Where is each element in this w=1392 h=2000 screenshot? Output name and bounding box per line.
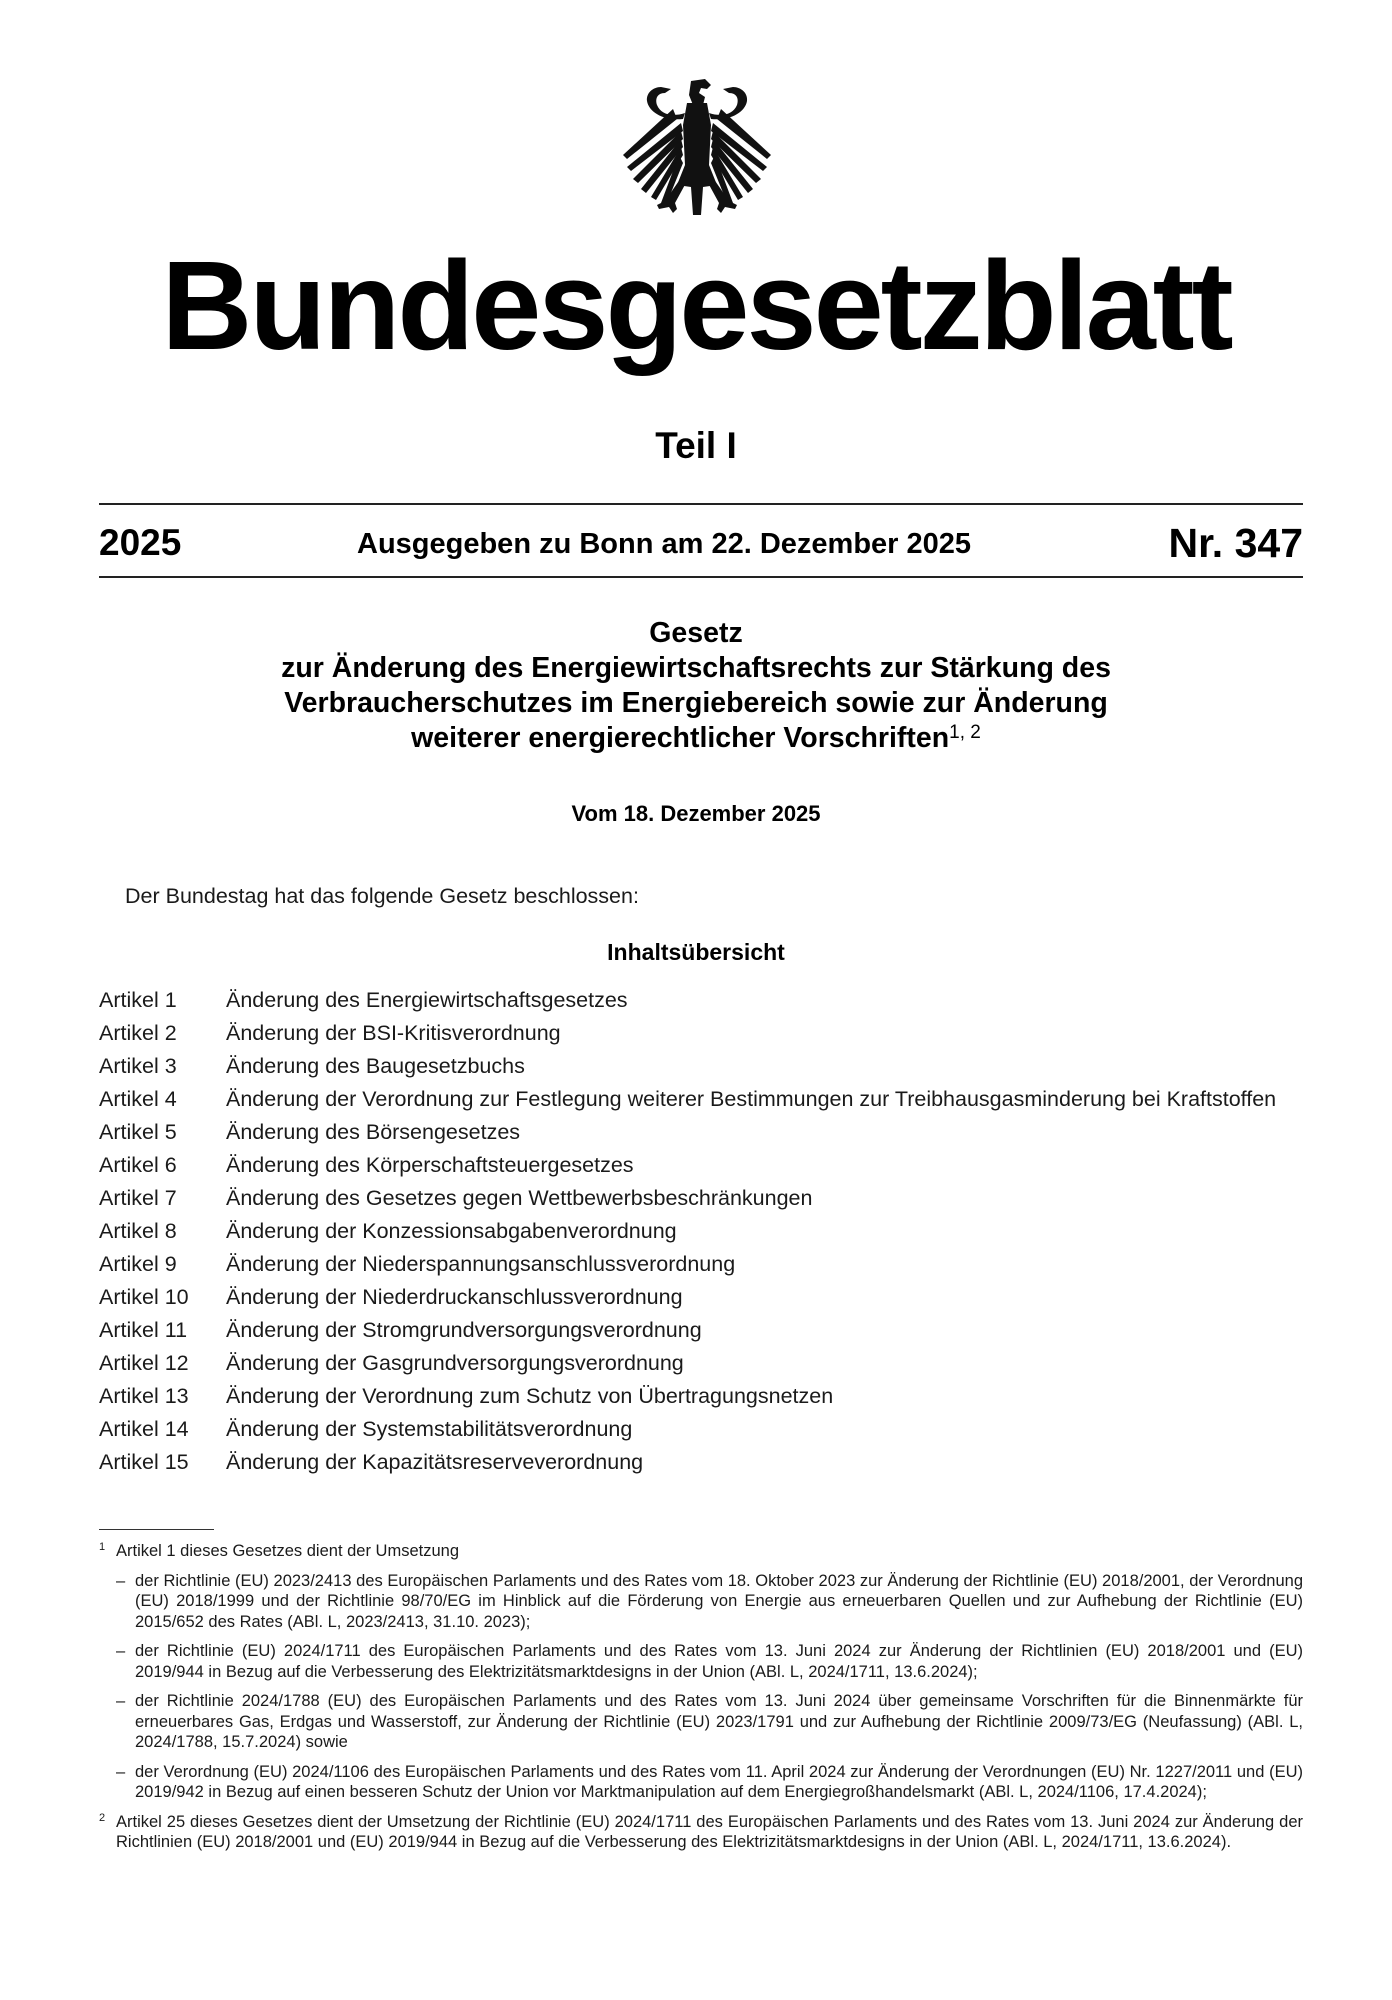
toc-item[interactable] — [99, 1417, 1303, 1442]
footnote-intro: Artikel 1 dieses Gesetzes dient der Umsetzung — [116, 1542, 459, 1560]
footnote-mark: 1 — [99, 1541, 106, 1553]
footnote-list — [116, 1571, 1303, 1803]
toc-item-number: Artikel 15 — [99, 1450, 189, 1474]
toc-item-number: Artikel 1 — [99, 988, 177, 1012]
law-title-line — [150, 721, 1242, 756]
toc-item-title: Änderung der Systemstabilitätsverordnung — [226, 1417, 633, 1441]
toc-item-number: Artikel 13 — [99, 1384, 189, 1408]
masthead-part: Teil I — [655, 425, 737, 466]
footnote-list-item — [116, 1641, 1303, 1682]
footnote-list-item-text: der Verordnung (EU) 2024/1106 des Europäischen Parlaments und des Rates vom 11. April 2024 zur Änderung der Verordnungen (EU) Nr. 1227/2011 und (EU) 2019/942 in Bezug auf einen besseren Schutz der Union vor Marktmanipulation auf dem Energiegroßhandelsmarkt (ABl. L, 2024/1106, 17.4.2024); — [135, 1762, 1303, 1801]
toc-item[interactable] — [99, 1252, 1303, 1277]
toc-item-title: Änderung der Gasgrundversorgungsverordnung — [226, 1351, 684, 1375]
footnote-list-item-text: der Richtlinie (EU) 2023/2413 des Europäischen Parlaments und des Rates vom 18. Oktober 2023 zur Änderung der Richtlinie (EU) 2018/2001, der Verordnung (EU) 2018/1999 und der Richtlinie 98/70/EG im Hinblick auf die Förderung von Energie aus erneuerbaren Quellen und zur Aufhebung der Richtlinie (EU) 2015/652 des Rates (ABl. L, 2023/2413, 31.10. 2023); — [135, 1571, 1303, 1631]
toc-item-title: Änderung des Körperschaftsteuergesetzes — [226, 1153, 634, 1177]
toc-item-title: Änderung der Niederspannungsanschlussverordnung — [226, 1252, 736, 1276]
footnotes — [99, 1541, 1303, 1862]
footnote-list-item-text: der Richtlinie 2024/1788 (EU) des Europäischen Parlaments und des Rates vom 13. Juni 2024 über gemeinsame Vorschriften für die Binnenmärkte für erneuerbares Gas, Erdgas und Wasserstoff, zur Änderung der Richtlinie (EU) 2023/1791 und zur Aufhebung der Richtlinie 2009/73/EG (Neufassung) (ABl. L, 2024/1788, 15.7.2024) sowie — [135, 1692, 1303, 1751]
toc-item[interactable] — [99, 1120, 1303, 1145]
toc-item[interactable] — [99, 1021, 1303, 1046]
law-title-line: Verbraucherschutzes im Energiebereich sowie zur Änderung — [284, 687, 1108, 719]
toc-item-title: Änderung des Baugesetzbuchs — [226, 1054, 525, 1078]
footnote-ref[interactable]: 1, 2 — [949, 722, 981, 743]
preamble: Der Bundestag hat das folgende Gesetz beschlossen: — [125, 884, 639, 908]
footnote-1 — [99, 1541, 1303, 1803]
toc-item-title: Änderung der BSI-Kritisverordnung — [226, 1021, 561, 1045]
table-of-contents — [99, 988, 1303, 1483]
toc-item[interactable] — [99, 1186, 1303, 1211]
header-rule-bottom — [99, 576, 1303, 578]
toc-item[interactable] — [99, 1219, 1303, 1244]
footnote-2 — [99, 1812, 1303, 1853]
dash-bullet: – — [116, 1642, 126, 1660]
toc-item[interactable] — [99, 1285, 1303, 1310]
toc-item-title: Änderung des Gesetzes gegen Wettbewerbsbeschränkungen — [226, 1186, 813, 1210]
toc-item-number: Artikel 2 — [99, 1021, 177, 1045]
toc-item-number: Artikel 4 — [99, 1087, 177, 1111]
toc-item-number: Artikel 14 — [99, 1417, 189, 1441]
issue-year: 2025 — [99, 522, 182, 563]
toc-item-title: Änderung des Energiewirtschaftsgesetzes — [226, 988, 628, 1012]
header-rule-top — [99, 503, 1303, 505]
footnote-separator — [99, 1529, 214, 1530]
issue-number: Nr. 347 — [1168, 520, 1303, 566]
footnote-list-item — [116, 1691, 1303, 1753]
toc-item-number: Artikel 11 — [99, 1318, 188, 1342]
footnote-list-item — [116, 1571, 1303, 1633]
toc-item-number: Artikel 9 — [99, 1252, 177, 1276]
toc-item-number: Artikel 8 — [99, 1219, 177, 1243]
toc-item[interactable] — [99, 988, 1303, 1013]
toc-item-number: Artikel 12 — [99, 1351, 189, 1375]
toc-item-number: Artikel 10 — [99, 1285, 189, 1309]
footnote-mark: 2 — [99, 1811, 106, 1824]
dash-bullet: – — [116, 1571, 126, 1590]
toc-item-title: Änderung der Verordnung zum Schutz von Übertragungsnetzen — [226, 1384, 834, 1408]
toc-item-number: Artikel 6 — [99, 1153, 177, 1177]
toc-item[interactable] — [99, 1054, 1303, 1079]
toc-item-title: Änderung der Konzessionsabgabenverordnung — [226, 1219, 677, 1243]
toc-item-title: Änderung des Börsengesetzes — [226, 1120, 521, 1144]
toc-item[interactable] — [99, 1450, 1303, 1475]
toc-heading — [0, 939, 1392, 966]
issue-row — [99, 518, 1303, 568]
dash-bullet: – — [116, 1762, 126, 1781]
toc-item[interactable] — [99, 1087, 1303, 1112]
footnote-list-item — [116, 1762, 1303, 1803]
toc-item-number: Artikel 3 — [99, 1054, 177, 1078]
toc-item[interactable] — [99, 1384, 1303, 1409]
toc-item-title: Änderung der Kapazitätsreserveverordnung — [226, 1450, 644, 1474]
law-title-line: zur Änderung des Energiewirtschaftsrechts zur Stärkung des — [281, 652, 1111, 684]
toc-item-number: Artikel 7 — [99, 1186, 177, 1210]
law-title-line-text: weiterer energierechtlicher Vorschriften — [411, 722, 950, 754]
law-title — [150, 616, 1242, 756]
masthead-title: Bundesgesetzblatt — [161, 235, 1231, 376]
footnote-text: Artikel 25 dieses Gesetzes dient der Umsetzung der Richtlinie (EU) 2024/1711 des Europäischen Parlaments und des Rates vom 13. Juni 2024 zur Änderung der Richtlinien (EU) 2018/2001 und (EU) 2019/944 in Bezug auf die Verbesserung des Elektrizitätsmarktdesigns in der Union (ABl. L, 2024/1711, 13.6.2024). — [116, 1812, 1303, 1851]
issue-date: Ausgegeben zu Bonn am 22. Dezember 2025 — [357, 528, 972, 560]
law-title-line: Gesetz — [649, 617, 743, 649]
toc-item-number: Artikel 5 — [99, 1120, 177, 1144]
toc-item[interactable] — [99, 1318, 1303, 1343]
federal-eagle-icon — [613, 75, 781, 227]
toc-item[interactable] — [99, 1351, 1303, 1376]
footnote-list-item-text: der Richtlinie (EU) 2024/1711 des Europäischen Parlaments und des Rates vom 13. Juni 2024 zur Änderung der Richtlinien (EU) 2018/2001 und (EU) 2019/944 in Bezug auf die Verbesserung des Elektrizitätsmarktdesigns in der Union (ABl. L, 2024/1711, 13.6.2024); — [135, 1642, 1303, 1681]
toc-item-title: Änderung der Verordnung zur Festlegung weiterer Bestimmungen zur Treibhausgasminderung bei Kraftstoffen — [226, 1087, 1277, 1111]
toc-item-title: Änderung der Niederdruckanschlussverordnung — [226, 1285, 683, 1309]
toc-item-title: Änderung der Stromgrundversorgungsverordnung — [226, 1318, 702, 1342]
toc-heading-text: Inhaltsübersicht — [607, 939, 785, 965]
dash-bullet: – — [116, 1692, 126, 1710]
law-date: Vom 18. Dezember 2025 — [571, 801, 821, 826]
toc-item[interactable] — [99, 1153, 1303, 1178]
